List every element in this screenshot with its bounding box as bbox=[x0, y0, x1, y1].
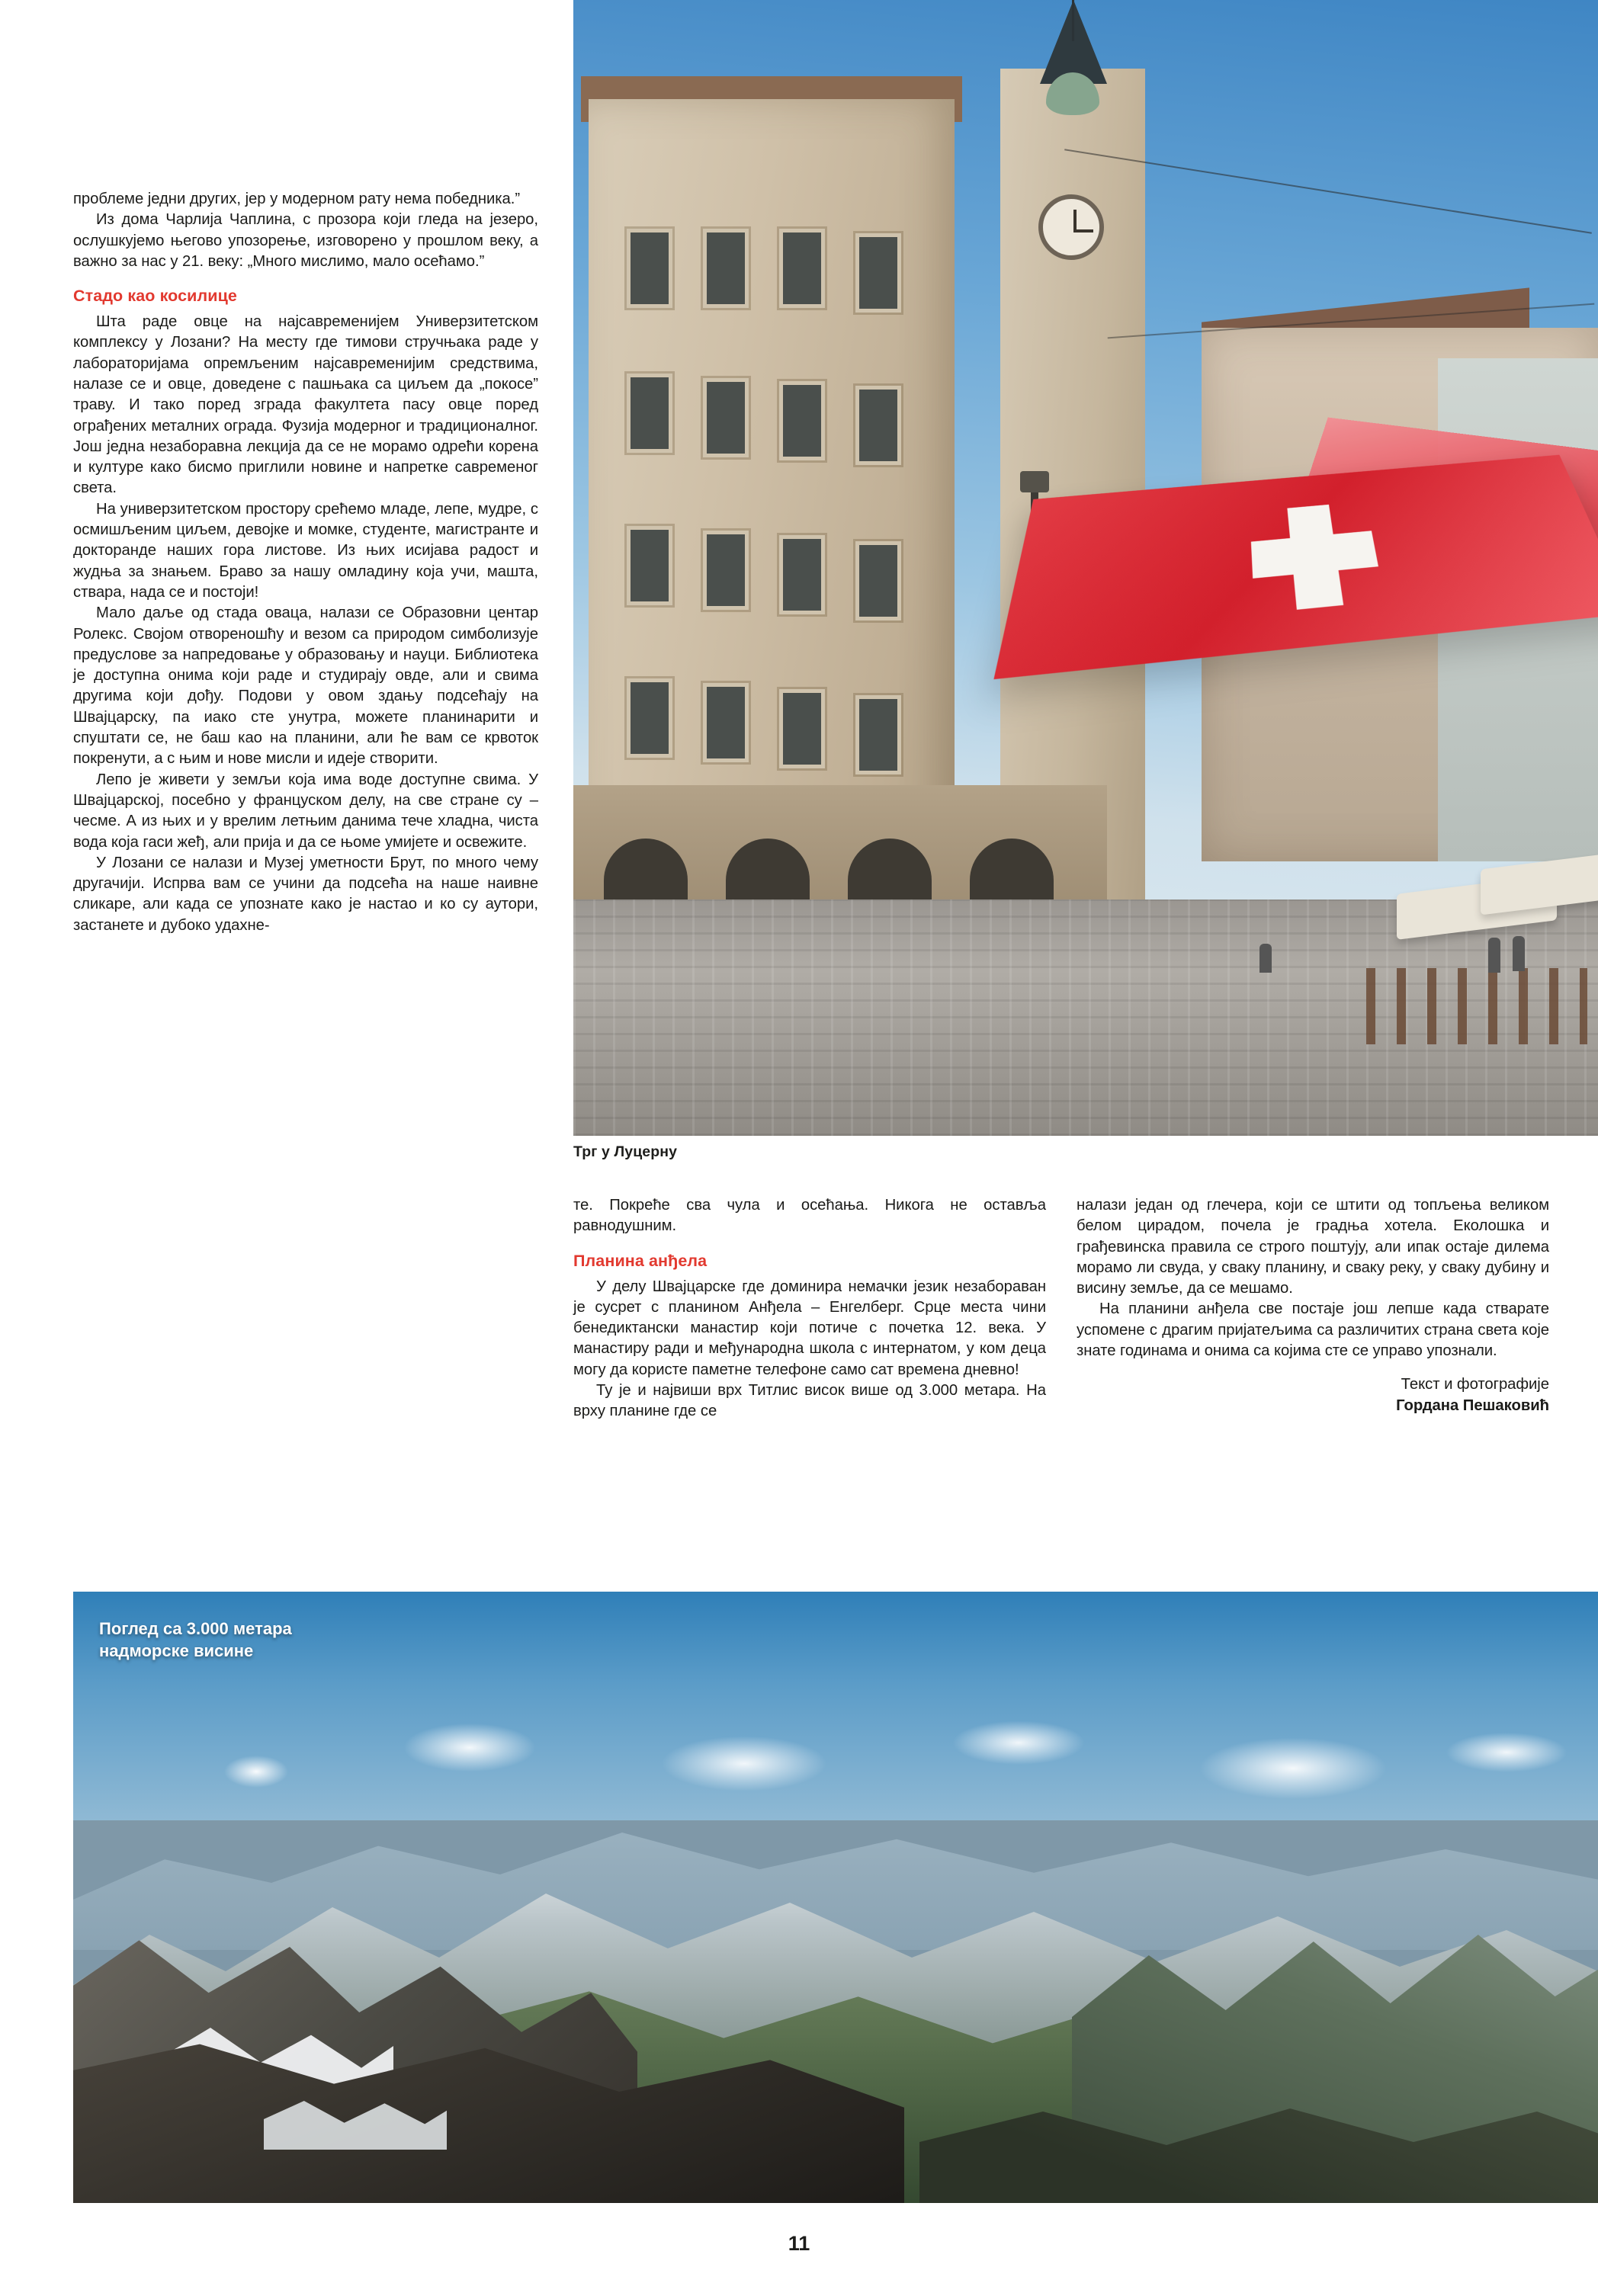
pedestrian bbox=[1488, 938, 1500, 973]
credit-author-name: Гордана Пешаковић bbox=[1396, 1397, 1549, 1414]
paragraph: У делу Швајцарске где доминира немачки језик незабораван је сусрет с планином Анђела – Енгелберг. Срце места чини бенедиктански манастир који потиче с почетка 12. века. У манастиру ради и међународна школа с интернатом, у ком деца могу да користе паметне телефоне само сат времена дневно! bbox=[573, 1278, 1046, 1378]
paragraph: проблеме једни других, јер у модерном рату нема победника.” bbox=[73, 191, 521, 207]
paragraph: Шта раде овце на најсавременијем Универзитетском комплексу у Лозани? На месту где тимови стручњака раде у лабораторијама опремљеним најсавременијим средствима, налазе се и овце, доведене с пашњака са циљем да „покосе” траву. И тако поред зграда факултета пасу овце поред ограђених металних ограда. Фузија модерног и традиционалног. Још једна незаборавна лекција да се не морамо одрећи корена и културе како бисмо приглили новине и напретке савременог света. bbox=[73, 313, 538, 497]
paragraph: Мало даље од стада оваца, налази се Образовни центар Ролекс. Својом отвореношћу и везом са природом симболизује предуслове за напредовање у образовању и науци. Библиотека је доступна онима који раде и студирају овде, али и свима другима који дођу. Подови у овом здању подсећају на Швајцарску, па иако сте унутра, можете планинарити и спуштати се, не баш као на планини, али ће вам се крвоток покренути, а с њим и нове мисли и идеје створити. bbox=[73, 604, 538, 768]
cloud-layer bbox=[73, 1676, 1598, 1836]
facade-windows bbox=[619, 229, 924, 839]
paragraph: Лепо је живети у земљи која има воде доступне свима. У Швајцарској, посебно у француском делу, на све стране су – чесме. А из њих и у врелим летњим данима тече хладна, чиста вода која гаси жеђ, али прија и да се њоме умијете и освежите. bbox=[73, 771, 538, 851]
paragraph: На планини анђела све постаје још лепше када стварате успомене с драгим пријатељима са различитих страна света које знате годинама и онима са којима сте се управо упознали. bbox=[1077, 1300, 1549, 1360]
tower-finial bbox=[1072, 0, 1074, 41]
caption-line-1: Поглед са 3.000 метара bbox=[99, 1619, 292, 1638]
paragraph: Ту је и највиши врх Титлис висок више од 3.000 метара. На врху планине где се bbox=[573, 1381, 1046, 1420]
pedestrian-3 bbox=[1259, 944, 1272, 973]
mountain-photo-caption bbox=[99, 1618, 427, 1662]
paragraph: те. Покреће сва чула и осећања. Никога не оставља равнодушним. bbox=[573, 1197, 1046, 1235]
paragraph: налази један од глечера, који се штити од топљења великом белом цирадом, почела је градња хотела. Еколошка и грађевинска правила се строго поштују, али ипак остаје дилема морамо ли свуда, у сваку планину, и сваку реку, у сваку дубину и висину земље, да се мешамо. bbox=[1077, 1197, 1549, 1297]
page-number: 11 bbox=[788, 2232, 810, 2255]
paragraph: На универзитетском простору срећемо младе, лепе, мудре, с осмишљеним циљем, девојке и момке, студенте, магистранте и докторанде наших гора листове. Из њих исијава радост и жудња за знањем. Браво за нашу омладину која учи, машта, ствара, нада се и постоји! bbox=[73, 500, 538, 601]
subheading-stado-kao-kosilice: Стадо као косилице bbox=[73, 287, 237, 306]
clock-face-icon bbox=[1038, 194, 1104, 260]
lucerne-photo-caption: Трг у Луцерну bbox=[573, 1143, 678, 1160]
text-column-right bbox=[1077, 1195, 1549, 1416]
flag-cross-horizontal bbox=[1251, 531, 1378, 579]
credit-role: Текст и фотографије bbox=[1401, 1376, 1549, 1393]
caption-line-2: надморске висине bbox=[99, 1641, 254, 1661]
subheading-planina-andjela: Планина анђела bbox=[573, 1251, 708, 1270]
text-column-left bbox=[73, 189, 538, 936]
cafe-chairs bbox=[1366, 968, 1587, 1044]
author-credit bbox=[1077, 1374, 1549, 1416]
text-column-middle bbox=[573, 1195, 1046, 1422]
paragraph: Из дома Чарлија Чаплина, с прозора који гледа на језеро, ослушкујемо његово упозорење, изговорено у прошлом веку, а важно за нас у 21. веку: „Много мислимо, мало осећамо.” bbox=[73, 211, 538, 270]
paragraph: У Лозани се налази и Музеј уметности Брут, по много чему другачији. Испрва вам се учини да подсећа на наше наивне сликаре, али када се упознате како је настао и ко су аутори, застанете и дубоко удахне- bbox=[73, 854, 538, 934]
lucerne-square-photo bbox=[573, 0, 1598, 1136]
pedestrian-2 bbox=[1513, 936, 1525, 971]
mountain-panorama-photo bbox=[73, 1592, 1598, 2203]
